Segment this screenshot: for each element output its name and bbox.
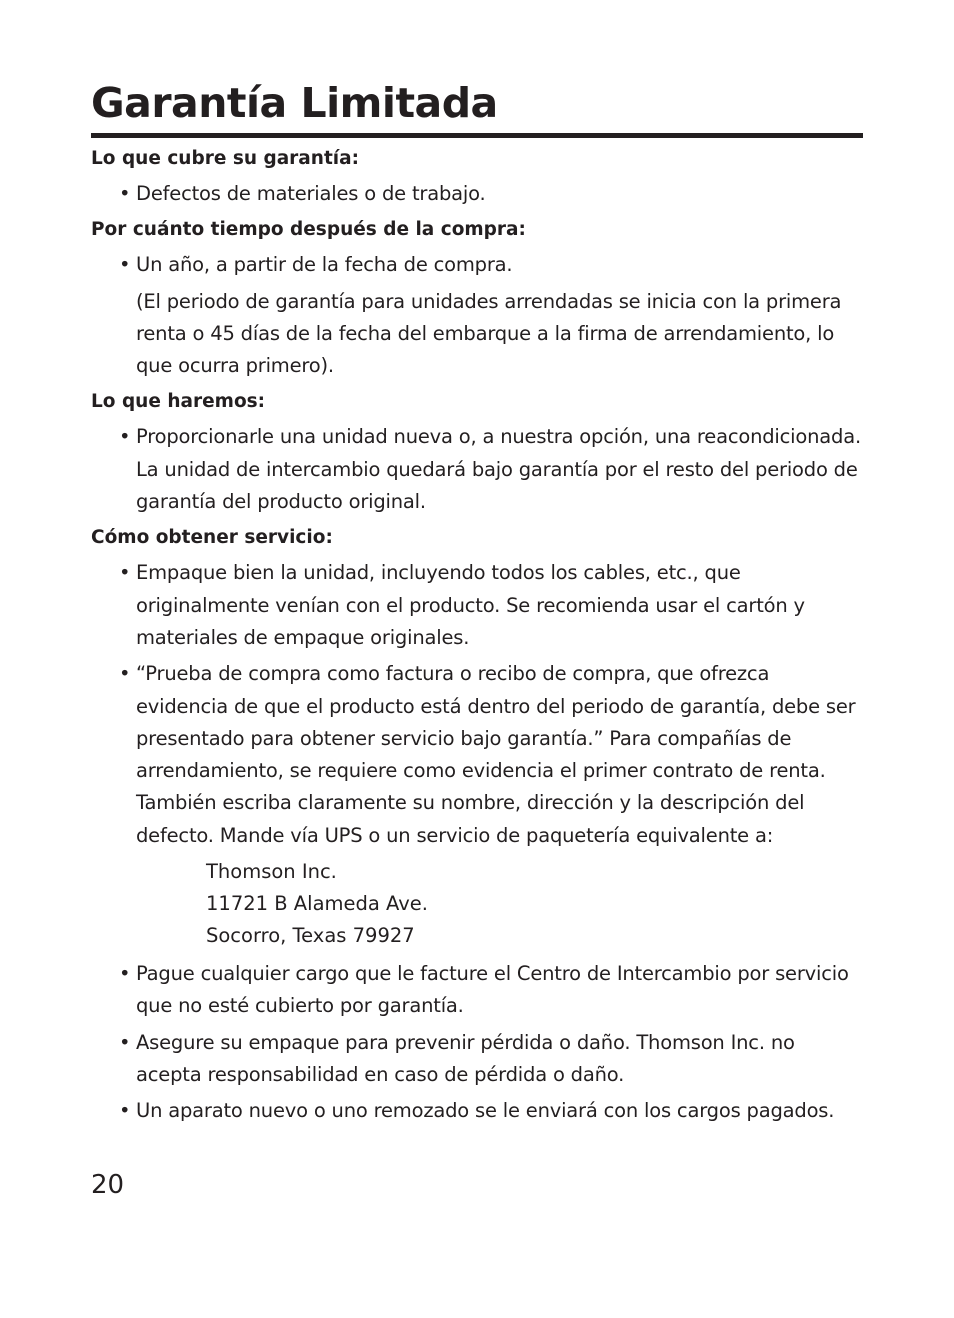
warranty-content xyxy=(91,143,863,1132)
title-rule xyxy=(91,133,863,138)
service-bullet-insure-text: Asegure su empaque para prevenir pérdida o daño. Thomson Inc. no acepta responsabilidad en caso de pérdida o daño. xyxy=(136,1030,795,1086)
shipping-address xyxy=(91,856,863,952)
bullet-dot: • xyxy=(119,662,131,686)
page-title: Garantía Limitada xyxy=(91,79,498,127)
service-bullet-charges xyxy=(91,958,863,1023)
service-heading: Cómo obtener servicio: xyxy=(91,527,333,549)
service-bullet-return xyxy=(91,1095,863,1127)
bullet-dot: • xyxy=(119,425,131,449)
address-line-street: 11721 B Alameda Ave. xyxy=(206,892,428,916)
service-bullet-return-text: Un aparato nuevo o uno remozado se le enviará con los cargos pagados. xyxy=(136,1099,835,1123)
remedy-bullet xyxy=(91,421,863,518)
bullet-dot: • xyxy=(119,1099,131,1123)
duration-note: (El periodo de garantía para unidades arrendadas se inicia con la primera renta o 45 días de la fecha del embarque a la firma de arrendamiento, lo que ocurra primero). xyxy=(136,289,842,378)
address-line-city: Socorro, Texas 79927 xyxy=(206,924,415,948)
address-line-company: Thomson Inc. xyxy=(206,860,337,884)
duration-bullet xyxy=(91,249,863,281)
duration-heading: Por cuánto tiempo después de la compra: xyxy=(91,219,526,241)
duration-bullet-text: Un año, a partir de la fecha de compra. xyxy=(136,253,513,277)
bullet-dot: • xyxy=(119,1030,131,1054)
bullet-dot: • xyxy=(119,182,131,205)
remedy-heading: Lo que haremos: xyxy=(91,391,266,413)
service-bullet-charges-text: Pague cualquier cargo que le facture el Centro de Intercambio por servicio que no esté cubierto por garantía. xyxy=(136,962,849,1018)
service-bullet-proof-text: “Prueba de compra como factura o recibo de compra, que ofrezca evidencia de que el producto está dentro del periodo de garantía, debe ser presentado para obtener servicio bajo garantía.” Para compañías de arrendamiento, se requiere como evidencia el primer contrato de renta. También escriba claramente su nombre, dirección y la descripción del defecto. Mande vía UPS o un servicio de paquetería equivalente a: xyxy=(136,662,856,847)
service-bullet-insure xyxy=(91,1027,863,1092)
coverage-bullet-text: Defectos de materiales o de trabajo. xyxy=(136,182,486,205)
service-bullet-packing xyxy=(91,557,863,654)
service-bullet-packing-text: Empaque bien la unidad, incluyendo todos los cables, etc., que originalmente venían con el producto. Se recomienda usar el cartón y materiales de empaque originales. xyxy=(136,561,805,649)
coverage-heading: Lo que cubre su garantía: xyxy=(91,148,360,169)
remedy-bullet-text: Proporcionarle una unidad nueva o, a nuestra opción, una reacondicionada. La unidad de intercambio quedará bajo garantía por el resto del periodo de garantía del producto original. xyxy=(136,425,861,514)
bullet-dot: • xyxy=(119,561,131,585)
page-number: 20 xyxy=(91,1170,125,1200)
coverage-bullet xyxy=(91,178,863,210)
service-bullet-proof xyxy=(91,658,863,852)
bullet-dot: • xyxy=(119,962,131,986)
bullet-dot: • xyxy=(119,253,131,277)
